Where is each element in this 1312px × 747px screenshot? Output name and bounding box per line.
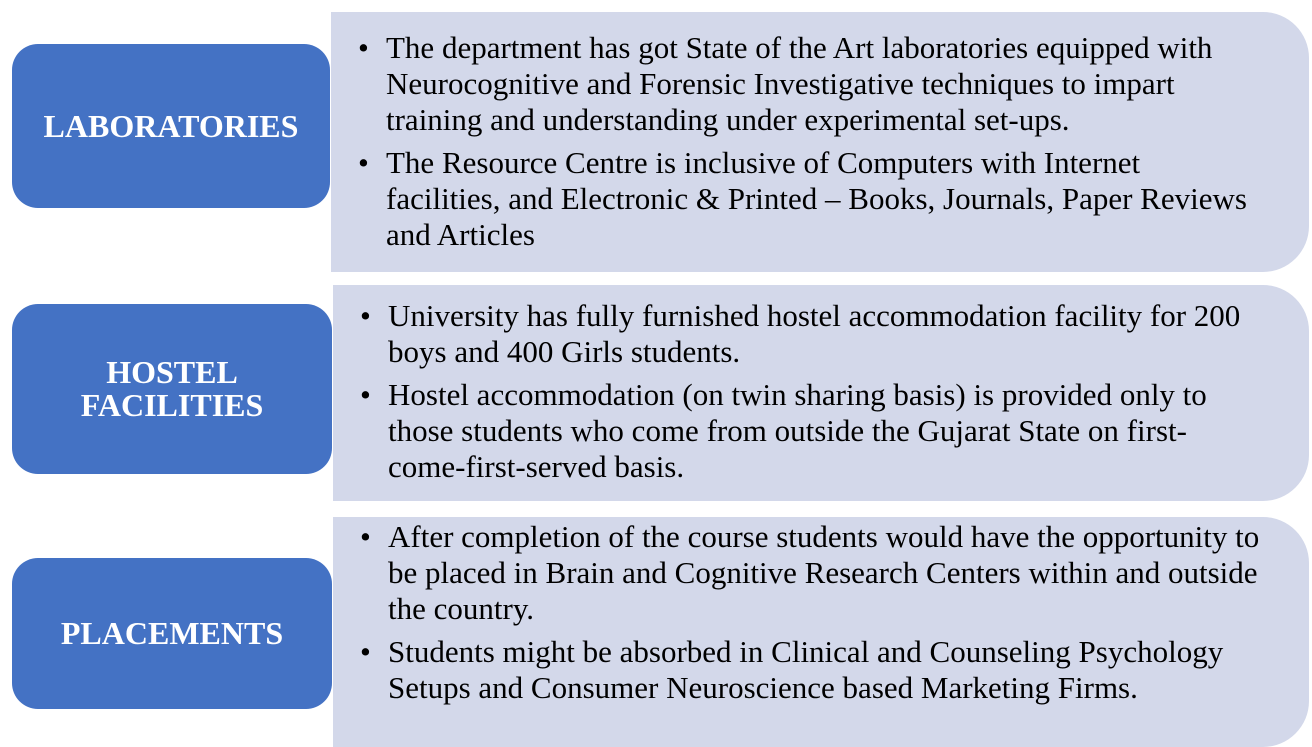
placements-bullet-list [360, 519, 1260, 706]
laboratories-label: LABORATORIES [43, 107, 299, 144]
bullet-icon: • [358, 145, 369, 180]
bullet-icon: • [360, 634, 371, 669]
placements-label-box [12, 558, 332, 709]
bullet-text: Students might be absorbed in Clinical and Counseling Psychology Setups and Consumer Neuroscience based Marketing Firms. [388, 634, 1224, 705]
bullet-icon: • [360, 377, 371, 412]
bullet-text: The Resource Centre is inclusive of Computers with Internet facilities, and Electronic & Printed – Books, Journals, Paper Reviews and Articles [386, 145, 1247, 252]
bullet-item [358, 30, 1258, 138]
hostel-facilities-label-box [12, 304, 332, 474]
bullet-icon: • [360, 298, 371, 333]
bullet-item [358, 145, 1258, 253]
bullet-text: University has fully furnished hostel accommodation facility for 200 boys and 400 Girls students. [388, 298, 1241, 369]
laboratories-bullet-list [358, 30, 1258, 253]
hostel-facilities-bullet-list [360, 298, 1260, 485]
bullet-item [360, 298, 1260, 370]
bullet-text: Hostel accommodation (on twin sharing basis) is provided only to those students who come from outside the Gujarat State on first-come-first-served basis. [388, 377, 1207, 484]
bullet-icon: • [358, 30, 369, 65]
bullet-item [360, 519, 1260, 627]
bullet-text: After completion of the course students would have the opportunity to be placed in Brain and Cognitive Research Centers within and outside the country. [388, 519, 1260, 626]
hostel-facilities-label: HOSTEL FACILITIES [80, 354, 264, 423]
bullet-item [360, 634, 1260, 706]
bullet-text: The department has got State of the Art laboratories equipped with Neurocognitive and Forensic Investigative techniques to impart training and understanding under experimental set-ups. [386, 30, 1213, 137]
bullet-icon: • [360, 519, 371, 554]
laboratories-label-box [12, 44, 330, 208]
bullet-item [360, 377, 1260, 485]
placements-label: PLACEMENTS [60, 615, 284, 651]
